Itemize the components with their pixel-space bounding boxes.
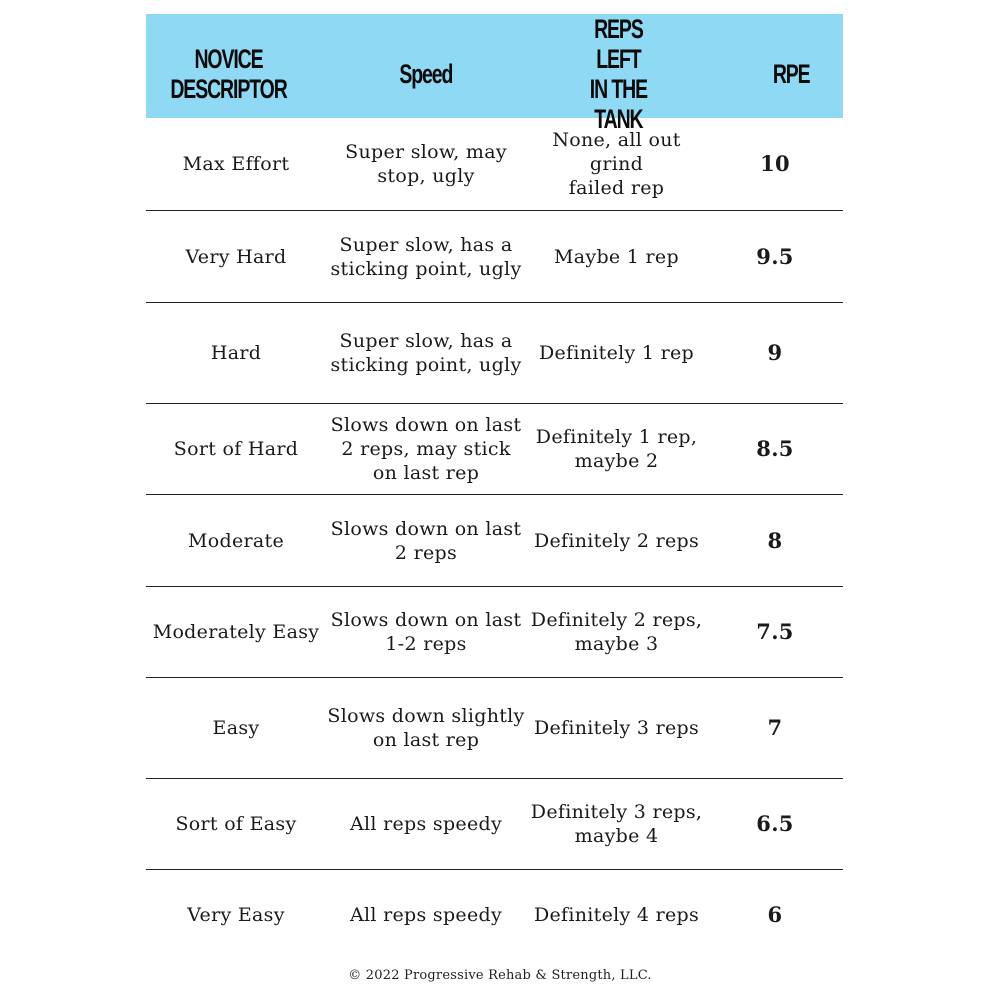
speed-cell [326, 903, 526, 927]
reps-left-cell-line: None, all out grind [552, 129, 681, 175]
speed-cell-line: sticking point, ugly [330, 354, 522, 376]
table-body [146, 118, 843, 960]
rpe-cell: 8.5 [756, 436, 794, 461]
reps-left-cell-line: Definitely 1 rep [538, 342, 695, 364]
reps-left-cell-line: Definitely 3 reps [533, 717, 700, 739]
descriptor-cell: Sort of Hard [173, 438, 299, 460]
reps-left-cell [526, 716, 707, 740]
table-row [146, 779, 843, 870]
rpe-table [146, 14, 843, 960]
header-reps-left [543, 14, 665, 134]
rpe-cell: 7.5 [756, 619, 794, 644]
speed-cell [326, 329, 526, 377]
rpe-cell: 7 [767, 715, 783, 740]
reps-left-cell-line: Maybe 1 rep [554, 245, 679, 268]
rpe-cell: 9.5 [756, 243, 794, 269]
table-row [146, 678, 843, 779]
table-row [146, 404, 843, 495]
speed-cell-line: All reps speedy [350, 813, 502, 835]
speed-cell-line: Slows down on last [330, 517, 522, 540]
speed-cell-line: Super slow, has a [339, 330, 513, 352]
reps-left-cell [526, 529, 707, 553]
table-row [146, 303, 843, 404]
header-speed-line: Speed [399, 59, 453, 89]
header-descriptor-line: DESCRIPTOR [170, 74, 287, 104]
speed-cell [326, 413, 526, 485]
reps-left-cell [526, 128, 707, 200]
descriptor-cell: Sort of Easy [175, 813, 297, 835]
speed-cell-line: 2 reps [394, 541, 458, 564]
speed-cell [326, 608, 526, 656]
reps-left-cell-line: maybe 4 [574, 825, 659, 847]
descriptor-cell: Max Effort [182, 153, 290, 175]
reps-left-cell [526, 800, 707, 848]
speed-cell-line: Super slow, may [345, 141, 507, 163]
speed-cell-line: 1-2 reps [385, 633, 467, 655]
copyright-footer: © 2022 Progressive Rehab & Strength, LLC. [348, 968, 652, 983]
reps-left-cell-line: failed rep [568, 177, 665, 199]
speed-cell [326, 233, 526, 281]
header-speed [340, 59, 490, 89]
reps-left-cell-line: Definitely 4 reps [533, 904, 700, 926]
speed-cell [326, 704, 526, 752]
reps-left-cell-line: Definitely 3 reps, [530, 801, 703, 823]
reps-left-cell-line: Definitely 2 reps, [530, 609, 703, 631]
speed-cell-line: on last rep [372, 462, 480, 484]
rpe-cell: 8 [767, 527, 783, 553]
rpe-cell: 6.5 [756, 811, 794, 836]
descriptor-cell: Very Easy [187, 904, 285, 926]
speed-cell-line: stop, ugly [377, 165, 475, 187]
speed-cell [326, 517, 526, 565]
table-row [146, 870, 843, 960]
header-reps-left-line: REPS LEFT [594, 14, 643, 74]
header-rpe-line: RPE [772, 59, 810, 89]
rpe-cell: 10 [760, 151, 790, 176]
speed-cell-line: Slows down on last [330, 414, 522, 436]
header-reps-left-line: IN THE TANK [589, 74, 648, 134]
reps-left-cell [526, 903, 707, 927]
table-row [146, 118, 843, 211]
descriptor-cell: Moderate [188, 529, 284, 552]
speed-cell [326, 812, 526, 836]
reps-left-cell-line: maybe 2 [574, 450, 659, 472]
table-row [146, 587, 843, 678]
reps-left-cell-line: Definitely 2 reps [533, 529, 700, 552]
reps-left-cell-line: maybe 3 [574, 633, 659, 655]
reps-left-cell [526, 608, 707, 656]
speed-cell-line: Super slow, has a [339, 233, 513, 256]
table-header [146, 14, 843, 134]
descriptor-cell: Very Hard [185, 245, 287, 268]
rpe-cell: 9 [767, 340, 783, 365]
speed-cell-line: 2 reps, may stick [341, 438, 511, 460]
table-row [146, 211, 843, 303]
header-novice-descriptor [169, 44, 288, 104]
descriptor-cell: Moderately Easy [152, 621, 320, 643]
reps-left-cell [526, 425, 707, 473]
speed-cell-line: All reps speedy [350, 904, 502, 926]
speed-cell-line: on last rep [372, 729, 480, 751]
speed-cell-line: sticking point, ugly [330, 257, 522, 280]
reps-left-cell [526, 341, 707, 365]
reps-left-cell [526, 245, 707, 269]
table-row [146, 495, 843, 587]
speed-cell-line: Slows down on last [330, 609, 522, 631]
reps-left-cell-line: Definitely 1 rep, [535, 426, 698, 448]
header-descriptor-line: NOVICE [194, 44, 263, 74]
speed-cell-line: Slows down slightly [327, 705, 525, 727]
rpe-cell: 6 [767, 902, 783, 927]
header-rpe [711, 59, 822, 89]
speed-cell [326, 140, 526, 188]
descriptor-cell: Easy [212, 717, 260, 739]
descriptor-cell: Hard [210, 342, 262, 364]
